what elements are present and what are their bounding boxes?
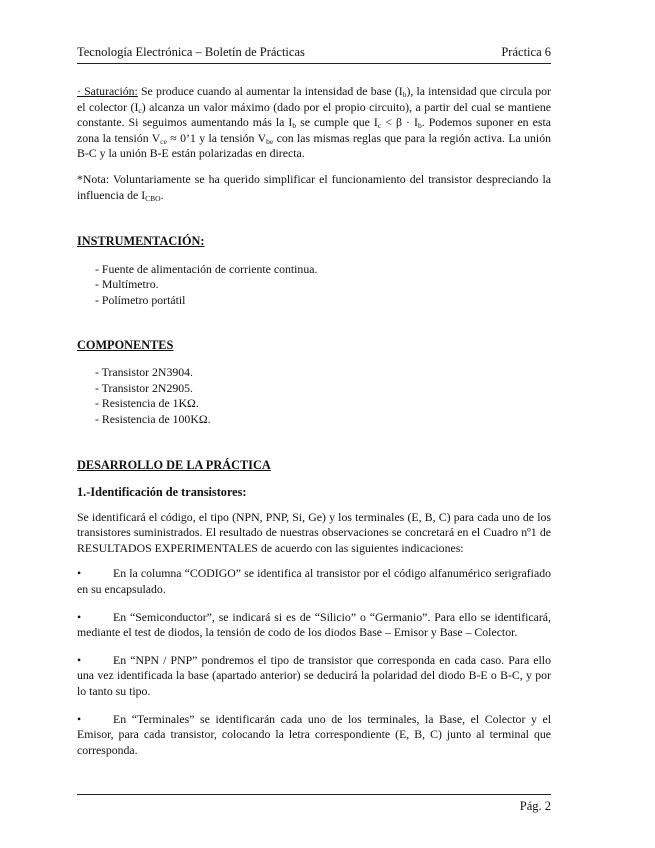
- text: ≈ 0’1 y la tensión V: [166, 130, 267, 145]
- text: ), la intensidad que circula por el colector (I: [77, 84, 551, 114]
- bullet-symbol: •: [77, 566, 82, 581]
- bullet-semiconductor: [77, 610, 551, 641]
- page-footer: [77, 794, 551, 814]
- text: .: [160, 187, 164, 202]
- instrumentacion-list: [77, 262, 551, 309]
- subscript: ce: [160, 136, 167, 146]
- text: se cumple que I: [296, 115, 378, 130]
- subscript: c: [138, 105, 142, 115]
- saturacion-label: · Saturación:: [77, 84, 138, 98]
- bullet-text: En “Terminales” se identificarán cada uno de los terminales, la Base, el Colector y el Emisor, para cada transistor, colocando la letra correspondiente (E, B, C) junto al terminal que corresponda.: [77, 711, 551, 757]
- nota-paragraph: [77, 172, 551, 203]
- bullet-terminales: [77, 712, 551, 759]
- text: . Podemos suponer en esta zona la tensión V: [77, 115, 551, 145]
- list-item: - Resistencia de 1KΩ.: [95, 396, 199, 411]
- bullet-npn-pnp: [77, 653, 551, 700]
- subscript: b: [292, 121, 297, 131]
- list-item: - Fuente de alimentación de corriente continua.: [95, 261, 318, 276]
- text: Se produce cuando al aumentar la intensidad de base (I: [137, 84, 403, 98]
- bullet-codigo: [77, 566, 551, 597]
- text: ) alcanza un valor máximo (dado por el propio circuito), a partir del cual se mantiene constante. Si seguimos aumentando más la I: [77, 99, 551, 130]
- saturacion-paragraph: [77, 84, 551, 162]
- bullet-text: En “NPN / PNP” pondremos el tipo de transistor que corresponda en cada caso. Para ello una vez identificada la base (apartado anterior) se deducirá la polaridad del diodo B-E o B-C, y por lo tanto su tipo.: [77, 652, 551, 699]
- bullet-symbol: •: [77, 609, 82, 624]
- bullet-symbol: •: [77, 711, 82, 726]
- header-practice: Práctica 6: [501, 45, 551, 59]
- subscript: c: [377, 121, 382, 131]
- text: < β · I: [381, 115, 418, 130]
- bullet-text: En la columna “CODIGO” se identifica al transistor por el código alfanumérico serigrafiado en su encapsulado.: [77, 566, 551, 597]
- page-header: [77, 45, 551, 64]
- intro-paragraph: Se identificará el código, el tipo (NPN, PNP, Si, Ge) y los terminales (E, B, C) para cada uno de los transistores suministrados. El resultado de nuestras observaciones se concretará en el Cuadro nº1 de RESULTADOS EXPERIMENTALES de acuerdo con las siguientes indicaciones:: [77, 509, 551, 555]
- list-item: - Resistencia de 100KΩ.: [95, 411, 211, 426]
- page-content: [77, 84, 551, 758]
- componentes-list: [77, 365, 551, 427]
- instrumentacion-heading: INSTRUMENTACIÓN:: [77, 234, 205, 249]
- subscript: be: [266, 136, 274, 146]
- subscript: b: [402, 90, 407, 99]
- header-title: Tecnología Electrónica – Boletín de Prácticas: [77, 45, 305, 59]
- identificacion-subheading: 1.-Identificación de transistores:: [77, 485, 247, 500]
- subscript: CBO: [145, 193, 161, 203]
- text: con las mismas reglas que para la región activa. La unión B-C y la unión B-E están polarizadas en directa.: [77, 130, 551, 161]
- componentes-heading: COMPONENTES: [77, 337, 174, 352]
- subscript: b: [417, 121, 422, 131]
- list-item: - Polímetro portátil: [95, 292, 186, 307]
- bullet-symbol: •: [77, 652, 82, 667]
- page-number: Pág. 2: [519, 799, 551, 813]
- list-item: - Transistor 2N2905.: [95, 380, 193, 395]
- text: *Nota: Voluntariamente se ha querido simplificar el funcionamiento del transistor despreciando la influencia de I: [77, 171, 551, 202]
- bullet-text: En “Semiconductor”, se indicará si es de “Silicio” o “Germanio”. Para ello se identificará, mediante el test de diodos, la tensión de codo de los diodos Base – Emisor y Base – Colector.: [77, 609, 551, 640]
- list-item: - Multímetro.: [95, 277, 159, 292]
- list-item: - Transistor 2N3904.: [95, 365, 193, 380]
- desarrollo-heading: DESARROLLO DE LA PRÁCTICA: [77, 457, 271, 472]
